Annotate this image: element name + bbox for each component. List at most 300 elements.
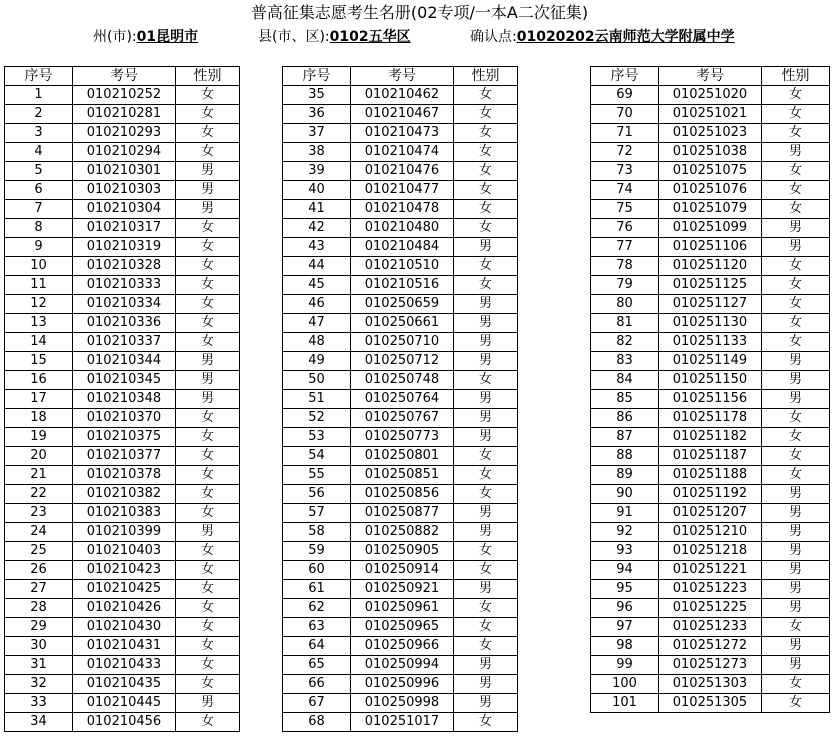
seq-cell: 33 xyxy=(5,694,73,713)
exam-id-cell: 010210403 xyxy=(73,542,176,561)
exam-id-cell: 010210304 xyxy=(73,200,176,219)
seq-cell: 4 xyxy=(5,143,73,162)
seq-cell: 80 xyxy=(591,295,659,314)
gender-cell: 女 xyxy=(762,105,830,124)
gender-cell: 女 xyxy=(176,409,240,428)
exam-id-cell: 010210317 xyxy=(73,219,176,238)
seq-cell: 27 xyxy=(5,580,73,599)
seq-cell: 51 xyxy=(283,390,351,409)
column-header-seq: 序号 xyxy=(283,67,351,86)
table-row xyxy=(5,390,240,409)
table-row xyxy=(283,181,518,200)
gender-cell: 男 xyxy=(454,314,518,333)
table-header-row xyxy=(591,67,830,86)
gender-cell: 女 xyxy=(176,447,240,466)
county-label: 县(市、区): xyxy=(258,29,330,45)
gender-cell: 男 xyxy=(762,352,830,371)
seq-cell: 69 xyxy=(591,86,659,105)
exam-id-cell: 010251272 xyxy=(659,637,762,656)
gender-cell: 男 xyxy=(176,694,240,713)
seq-cell: 8 xyxy=(5,219,73,238)
seq-cell: 26 xyxy=(5,561,73,580)
seq-cell: 101 xyxy=(591,694,659,713)
exam-id-cell: 010251079 xyxy=(659,200,762,219)
seq-cell: 34 xyxy=(5,713,73,732)
seq-cell: 24 xyxy=(5,523,73,542)
exam-id-cell: 010210477 xyxy=(351,181,454,200)
seq-cell: 66 xyxy=(283,675,351,694)
table-row xyxy=(283,371,518,390)
gender-cell: 女 xyxy=(176,257,240,276)
column-header-seq: 序号 xyxy=(5,67,73,86)
gender-cell: 男 xyxy=(454,390,518,409)
exam-id-cell: 010250748 xyxy=(351,371,454,390)
table-row xyxy=(283,86,518,105)
column-header-gender: 性别 xyxy=(176,67,240,86)
gender-cell: 女 xyxy=(454,637,518,656)
seq-cell: 89 xyxy=(591,466,659,485)
exam-id-cell: 010210462 xyxy=(351,86,454,105)
table-row xyxy=(591,276,830,295)
table-row xyxy=(591,599,830,618)
exam-id-cell: 010251156 xyxy=(659,390,762,409)
gender-cell: 女 xyxy=(762,675,830,694)
table-row xyxy=(5,656,240,675)
exam-id-cell: 010210293 xyxy=(73,124,176,143)
table-row xyxy=(5,295,240,314)
seq-cell: 100 xyxy=(591,675,659,694)
table-row xyxy=(283,466,518,485)
exam-id-cell: 010210301 xyxy=(73,162,176,181)
exam-id-cell: 010250905 xyxy=(351,542,454,561)
exam-id-cell: 010210430 xyxy=(73,618,176,637)
exam-id-cell: 010251133 xyxy=(659,333,762,352)
exam-id-cell: 010251125 xyxy=(659,276,762,295)
exam-id-cell: 010210281 xyxy=(73,105,176,124)
seq-cell: 87 xyxy=(591,428,659,447)
gender-cell: 男 xyxy=(454,352,518,371)
gender-cell: 男 xyxy=(454,295,518,314)
exam-id-cell: 010251106 xyxy=(659,238,762,257)
exam-id-cell: 010250877 xyxy=(351,504,454,523)
gender-cell: 男 xyxy=(454,580,518,599)
seq-cell: 59 xyxy=(283,542,351,561)
table-row xyxy=(5,181,240,200)
table-row xyxy=(591,504,830,523)
table-row xyxy=(5,276,240,295)
exam-id-cell: 010210348 xyxy=(73,390,176,409)
table-row xyxy=(5,713,240,732)
table-row xyxy=(283,447,518,466)
table-row xyxy=(283,675,518,694)
seq-cell: 45 xyxy=(283,276,351,295)
exam-id-cell: 010250764 xyxy=(351,390,454,409)
gender-cell: 男 xyxy=(454,694,518,713)
table-row xyxy=(283,409,518,428)
table-row xyxy=(5,333,240,352)
seq-cell: 18 xyxy=(5,409,73,428)
table-row xyxy=(5,238,240,257)
roster-body-3 xyxy=(591,86,830,713)
seq-cell: 46 xyxy=(283,295,351,314)
roster-table-3 xyxy=(590,66,830,713)
exam-id-cell: 010251233 xyxy=(659,618,762,637)
gender-cell: 女 xyxy=(176,561,240,580)
seq-cell: 74 xyxy=(591,181,659,200)
table-row xyxy=(591,105,830,124)
seq-cell: 48 xyxy=(283,333,351,352)
exam-id-cell: 010251038 xyxy=(659,143,762,162)
seq-cell: 55 xyxy=(283,466,351,485)
table-row xyxy=(283,143,518,162)
exam-id-cell: 010210382 xyxy=(73,485,176,504)
table-row xyxy=(283,314,518,333)
gender-cell: 男 xyxy=(454,523,518,542)
gender-cell: 男 xyxy=(762,219,830,238)
gender-cell: 男 xyxy=(176,162,240,181)
exam-id-cell: 010251150 xyxy=(659,371,762,390)
gender-cell: 女 xyxy=(176,238,240,257)
gender-cell: 女 xyxy=(176,580,240,599)
exam-id-cell: 010210319 xyxy=(73,238,176,257)
table-row xyxy=(591,523,830,542)
seq-cell: 81 xyxy=(591,314,659,333)
seq-cell: 23 xyxy=(5,504,73,523)
exam-id-cell: 010251020 xyxy=(659,86,762,105)
seq-cell: 35 xyxy=(283,86,351,105)
seq-cell: 77 xyxy=(591,238,659,257)
roster-body-1 xyxy=(5,86,240,732)
seq-cell: 6 xyxy=(5,181,73,200)
gender-cell: 男 xyxy=(176,352,240,371)
exam-id-cell: 010251225 xyxy=(659,599,762,618)
seq-cell: 72 xyxy=(591,143,659,162)
gender-cell: 女 xyxy=(762,333,830,352)
exam-id-cell: 010210473 xyxy=(351,124,454,143)
exam-id-cell: 010210303 xyxy=(73,181,176,200)
seq-cell: 1 xyxy=(5,86,73,105)
seq-cell: 78 xyxy=(591,257,659,276)
exam-id-cell: 010210474 xyxy=(351,143,454,162)
gender-cell: 女 xyxy=(176,314,240,333)
exam-id-cell: 010210456 xyxy=(73,713,176,732)
seq-cell: 16 xyxy=(5,371,73,390)
gender-cell: 女 xyxy=(176,504,240,523)
seq-cell: 92 xyxy=(591,523,659,542)
seq-cell: 32 xyxy=(5,675,73,694)
seq-cell: 17 xyxy=(5,390,73,409)
confirmation-site-field xyxy=(470,27,735,47)
gender-cell: 女 xyxy=(454,466,518,485)
table-row xyxy=(5,257,240,276)
gender-cell: 男 xyxy=(454,333,518,352)
seq-cell: 68 xyxy=(283,713,351,732)
seq-cell: 22 xyxy=(5,485,73,504)
exam-id-cell: 010250921 xyxy=(351,580,454,599)
table-row xyxy=(283,105,518,124)
table-header-row xyxy=(5,67,240,86)
page-title: 普高征集志愿考生名册(02专项/一本A二次征集) xyxy=(250,3,589,22)
table-row xyxy=(591,181,830,200)
seq-cell: 96 xyxy=(591,599,659,618)
seq-cell: 30 xyxy=(5,637,73,656)
gender-cell: 女 xyxy=(762,409,830,428)
seq-cell: 76 xyxy=(591,219,659,238)
seq-cell: 82 xyxy=(591,333,659,352)
roster-table-1 xyxy=(4,66,240,732)
column-header-gender: 性别 xyxy=(454,67,518,86)
exam-id-cell: 010210484 xyxy=(351,238,454,257)
seq-cell: 36 xyxy=(283,105,351,124)
gender-cell: 女 xyxy=(454,162,518,181)
seq-cell: 71 xyxy=(591,124,659,143)
table-row xyxy=(283,599,518,618)
exam-id-cell: 010210425 xyxy=(73,580,176,599)
seq-cell: 95 xyxy=(591,580,659,599)
exam-id-cell: 010251223 xyxy=(659,580,762,599)
gender-cell: 女 xyxy=(454,124,518,143)
gender-cell: 女 xyxy=(176,276,240,295)
gender-cell: 男 xyxy=(762,485,830,504)
exam-id-cell: 010251273 xyxy=(659,656,762,675)
exam-id-cell: 010250661 xyxy=(351,314,454,333)
exam-id-cell: 010251188 xyxy=(659,466,762,485)
seq-cell: 84 xyxy=(591,371,659,390)
table-row xyxy=(283,485,518,504)
exam-id-cell: 010251210 xyxy=(659,523,762,542)
seq-cell: 70 xyxy=(591,105,659,124)
exam-id-cell: 010251192 xyxy=(659,485,762,504)
table-row xyxy=(591,675,830,694)
gender-cell: 女 xyxy=(176,637,240,656)
exam-id-cell: 010250767 xyxy=(351,409,454,428)
seq-cell: 38 xyxy=(283,143,351,162)
table-row xyxy=(5,618,240,637)
table-row xyxy=(283,618,518,637)
table-row xyxy=(591,86,830,105)
seq-cell: 9 xyxy=(5,238,73,257)
seq-cell: 11 xyxy=(5,276,73,295)
exam-id-cell: 010210294 xyxy=(73,143,176,162)
gender-cell: 男 xyxy=(762,656,830,675)
exam-id-cell: 010210345 xyxy=(73,371,176,390)
seq-cell: 85 xyxy=(591,390,659,409)
gender-cell: 女 xyxy=(454,447,518,466)
seq-cell: 47 xyxy=(283,314,351,333)
table-row xyxy=(591,143,830,162)
gender-cell: 女 xyxy=(762,181,830,200)
gender-cell: 男 xyxy=(762,504,830,523)
seq-cell: 13 xyxy=(5,314,73,333)
table-row xyxy=(591,561,830,580)
seq-cell: 52 xyxy=(283,409,351,428)
gender-cell: 男 xyxy=(762,390,830,409)
seq-cell: 79 xyxy=(591,276,659,295)
exam-id-cell: 010251099 xyxy=(659,219,762,238)
exam-id-cell: 010250773 xyxy=(351,428,454,447)
exam-id-cell: 010251305 xyxy=(659,694,762,713)
exam-id-cell: 010210336 xyxy=(73,314,176,333)
seq-cell: 93 xyxy=(591,542,659,561)
table-row xyxy=(5,542,240,561)
gender-cell: 女 xyxy=(454,618,518,637)
gender-cell: 男 xyxy=(762,143,830,162)
table-row xyxy=(5,143,240,162)
gender-cell: 男 xyxy=(762,637,830,656)
table-row xyxy=(591,428,830,447)
table-row xyxy=(591,447,830,466)
gender-cell: 男 xyxy=(454,656,518,675)
table-row xyxy=(5,599,240,618)
table-row xyxy=(5,523,240,542)
gender-cell: 女 xyxy=(454,219,518,238)
table-row xyxy=(5,162,240,181)
seq-cell: 91 xyxy=(591,504,659,523)
gender-cell: 女 xyxy=(454,105,518,124)
seq-cell: 44 xyxy=(283,257,351,276)
seq-cell: 21 xyxy=(5,466,73,485)
seq-cell: 60 xyxy=(283,561,351,580)
gender-cell: 女 xyxy=(176,713,240,732)
gender-cell: 男 xyxy=(176,181,240,200)
gender-cell: 男 xyxy=(454,409,518,428)
gender-cell: 男 xyxy=(762,371,830,390)
gender-cell: 男 xyxy=(454,428,518,447)
gender-cell: 女 xyxy=(454,485,518,504)
gender-cell: 男 xyxy=(454,675,518,694)
gender-cell: 女 xyxy=(762,466,830,485)
table-row xyxy=(591,580,830,599)
exam-id-cell: 010250851 xyxy=(351,466,454,485)
column-header-exam-id: 考号 xyxy=(351,67,454,86)
seq-cell: 99 xyxy=(591,656,659,675)
exam-id-cell: 010210344 xyxy=(73,352,176,371)
table-row xyxy=(591,656,830,675)
gender-cell: 女 xyxy=(176,542,240,561)
gender-cell: 女 xyxy=(762,276,830,295)
gender-cell: 女 xyxy=(454,599,518,618)
gender-cell: 女 xyxy=(176,333,240,352)
table-row xyxy=(591,314,830,333)
table-row xyxy=(591,371,830,390)
exam-id-cell: 010250998 xyxy=(351,694,454,713)
exam-id-cell: 010250965 xyxy=(351,618,454,637)
column-header-exam-id: 考号 xyxy=(659,67,762,86)
seq-cell: 12 xyxy=(5,295,73,314)
gender-cell: 女 xyxy=(762,200,830,219)
exam-id-cell: 010210435 xyxy=(73,675,176,694)
exam-id-cell: 010251127 xyxy=(659,295,762,314)
exam-id-cell: 010251021 xyxy=(659,105,762,124)
seq-cell: 65 xyxy=(283,656,351,675)
table-row xyxy=(591,238,830,257)
seq-cell: 37 xyxy=(283,124,351,143)
table-row xyxy=(283,352,518,371)
gender-cell: 女 xyxy=(176,599,240,618)
table-row xyxy=(283,637,518,656)
seq-cell: 14 xyxy=(5,333,73,352)
seq-cell: 40 xyxy=(283,181,351,200)
gender-cell: 女 xyxy=(454,143,518,162)
exam-id-cell: 010210431 xyxy=(73,637,176,656)
seq-cell: 58 xyxy=(283,523,351,542)
roster-table-2 xyxy=(282,66,518,732)
table-row xyxy=(283,504,518,523)
table-row xyxy=(283,656,518,675)
confirmation-site-label: 确认点: xyxy=(470,29,517,45)
table-row xyxy=(591,485,830,504)
table-row xyxy=(591,466,830,485)
gender-cell: 女 xyxy=(762,124,830,143)
seq-cell: 54 xyxy=(283,447,351,466)
seq-cell: 62 xyxy=(283,599,351,618)
gender-cell: 男 xyxy=(176,390,240,409)
gender-cell: 女 xyxy=(762,162,830,181)
table-row xyxy=(591,618,830,637)
table-row xyxy=(283,238,518,257)
exam-id-cell: 010210333 xyxy=(73,276,176,295)
table-row xyxy=(5,219,240,238)
gender-cell: 男 xyxy=(176,371,240,390)
seq-cell: 28 xyxy=(5,599,73,618)
column-header-seq: 序号 xyxy=(591,67,659,86)
seq-cell: 43 xyxy=(283,238,351,257)
exam-id-cell: 010210480 xyxy=(351,219,454,238)
seq-cell: 73 xyxy=(591,162,659,181)
exam-id-cell: 010210370 xyxy=(73,409,176,428)
exam-id-cell: 010250712 xyxy=(351,352,454,371)
exam-id-cell: 010210334 xyxy=(73,295,176,314)
exam-id-cell: 010210445 xyxy=(73,694,176,713)
gender-cell: 女 xyxy=(762,694,830,713)
gender-cell: 女 xyxy=(454,257,518,276)
seq-cell: 90 xyxy=(591,485,659,504)
seq-cell: 5 xyxy=(5,162,73,181)
exam-id-cell: 010210377 xyxy=(73,447,176,466)
table-row xyxy=(5,485,240,504)
gender-cell: 女 xyxy=(762,314,830,333)
county-value: 0102五华区 xyxy=(329,29,411,45)
table-row xyxy=(283,523,518,542)
seq-cell: 41 xyxy=(283,200,351,219)
table-row xyxy=(591,219,830,238)
seq-cell: 86 xyxy=(591,409,659,428)
exam-id-cell: 010251023 xyxy=(659,124,762,143)
seq-cell: 29 xyxy=(5,618,73,637)
gender-cell: 女 xyxy=(176,295,240,314)
seq-cell: 57 xyxy=(283,504,351,523)
table-row xyxy=(283,580,518,599)
seq-cell: 31 xyxy=(5,656,73,675)
table-row xyxy=(5,314,240,333)
table-row xyxy=(283,694,518,713)
gender-cell: 女 xyxy=(762,618,830,637)
table-row xyxy=(591,409,830,428)
gender-cell: 女 xyxy=(454,371,518,390)
exam-id-cell: 010251218 xyxy=(659,542,762,561)
seq-cell: 98 xyxy=(591,637,659,656)
exam-id-cell: 010251207 xyxy=(659,504,762,523)
gender-cell: 女 xyxy=(454,200,518,219)
table-row xyxy=(283,124,518,143)
table-row xyxy=(591,295,830,314)
seq-cell: 56 xyxy=(283,485,351,504)
table-row xyxy=(283,713,518,732)
exam-id-cell: 010250882 xyxy=(351,523,454,542)
seq-cell: 61 xyxy=(283,580,351,599)
gender-cell: 女 xyxy=(176,219,240,238)
gender-cell: 男 xyxy=(762,599,830,618)
